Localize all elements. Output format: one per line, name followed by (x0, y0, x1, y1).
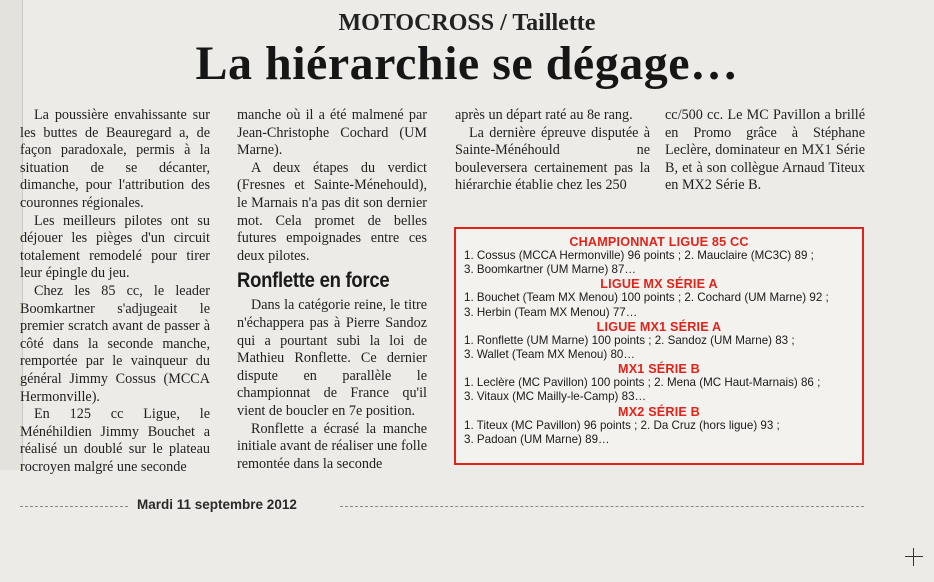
results-section (464, 235, 854, 277)
results-line: 1. Leclère (MC Pavillon) 100 points ; 2. Mena (MC Haut-Marnais) 86 ; (464, 376, 821, 390)
footer-date: Mardi 11 septembre 2012 (137, 497, 297, 512)
crop-mark-icon (905, 548, 923, 566)
paragraph: A deux étapes du verdict (Fresnes et Sainte-Ménehould), le Marnais n'a pas dit son dernier mot. Cela promet de belles futures empoignades entre ces deux pilotes. (237, 159, 427, 264)
paragraph: Chez les 85 cc, le leader Boomkartner s'adjugeait le premier scratch avant de passer à côté dans la seconde manche, remportée par le vainqueur du général Jimmy Cossus (MCCA Hermonville). (20, 282, 210, 405)
footer-rule-right (340, 506, 864, 508)
results-line: 3. Boomkartner (UM Marne) 87… (464, 263, 637, 277)
results-line: 1. Bouchet (Team MX Menou) 100 points ; 2. Cochard (UM Marne) 92 ; (464, 291, 829, 305)
results-line: 3. Padoan (UM Marne) 89… (464, 432, 610, 446)
paragraph: manche où il a été malmené par Jean-Christophe Cochard (UM Marne). (237, 107, 427, 159)
article-column-3 (455, 107, 650, 195)
paragraph: cc/500 cc. Le MC Pavillon a brillé en Promo grâce à Stéphane Leclère, dominateur en MX1 Série B, et à son collègue Arnaud Titeux en MX2 Série B. (665, 107, 865, 194)
results-section (464, 362, 854, 404)
results-section-title: MX1 SÉRIE B (618, 362, 700, 377)
results-line: 1. Titeux (MC Pavillon) 96 points ; 2. Da Cruz (hors ligue) 93 ; (464, 418, 780, 432)
results-line: 3. Vitaux (MC Mailly-le-Camp) 83… (464, 390, 647, 404)
results-section (464, 405, 854, 447)
paragraph: La dernière épreuve disputée à Sainte-Ménéhould ne bouleversera certainement pas la hiérarchie établie chez les 250 (455, 124, 650, 194)
footer-rule-left (20, 506, 128, 508)
paragraph: Les meilleurs pilotes ont su déjouer les pièges d'un circuit totalement remodelé pour tirer leur épingle du jeu. (20, 212, 210, 282)
results-section-title: MX2 SÉRIE B (618, 404, 700, 419)
results-section (464, 277, 854, 319)
paragraph: Dans la catégorie reine, le titre n'échappera pas à Pierre Sandoz qui a pourtant subi la loi de Mathieu Ronflette. Ce dernier dispute en parallèle le championnat de France qu'il vient de boucler en 7e position. (237, 297, 427, 419)
article-column-1 (20, 107, 210, 476)
article-headline: La hiérarchie se dégage… (195, 37, 739, 90)
results-section (464, 320, 854, 362)
paragraph: La poussière envahissante sur les buttes de Beauregard a, de façon paradoxale, permis à la situation de se décanter, dimanche, pour l'attribution des couronnes régionales. (20, 107, 210, 211)
paragraph: Ronflette a écrasé la manche initiale avant de réaliser une folle remontée dans la seconde (237, 420, 427, 472)
results-line: 1. Cossus (MCCA Hermonville) 96 points ; 2. Mauclaire (MC3C) 89 ; (464, 249, 814, 262)
paragraph: après un départ raté au 8e rang. (455, 107, 633, 123)
results-line: 1. Ronflette (UM Marne) 100 points ; 2. Sandoz (UM Marne) 83 ; (464, 333, 795, 347)
article-column-2 (237, 107, 427, 473)
results-section-title: LIGUE MX SÉRIE A (600, 277, 718, 292)
results-line: 3. Wallet (Team MX Menou) 80… (464, 348, 635, 362)
results-line: 3. Herbin (Team MX Menou) 77… (464, 305, 638, 319)
article-subhead: Ronflette en force (237, 269, 390, 293)
results-box (454, 227, 864, 465)
paragraph: En 125 cc Ligue, le Ménéhildien Jimmy Bouchet a réalisé un doublé sur le plateau rocroyen malgré une seconde (20, 406, 210, 475)
results-section-title: CHAMPIONNAT LIGUE 85 CC (569, 235, 749, 249)
results-section-title: LIGUE MX1 SÉRIE A (596, 319, 722, 334)
article-column-4 (665, 107, 865, 195)
article-kicker: MOTOCROSS / Taillette (338, 10, 596, 36)
